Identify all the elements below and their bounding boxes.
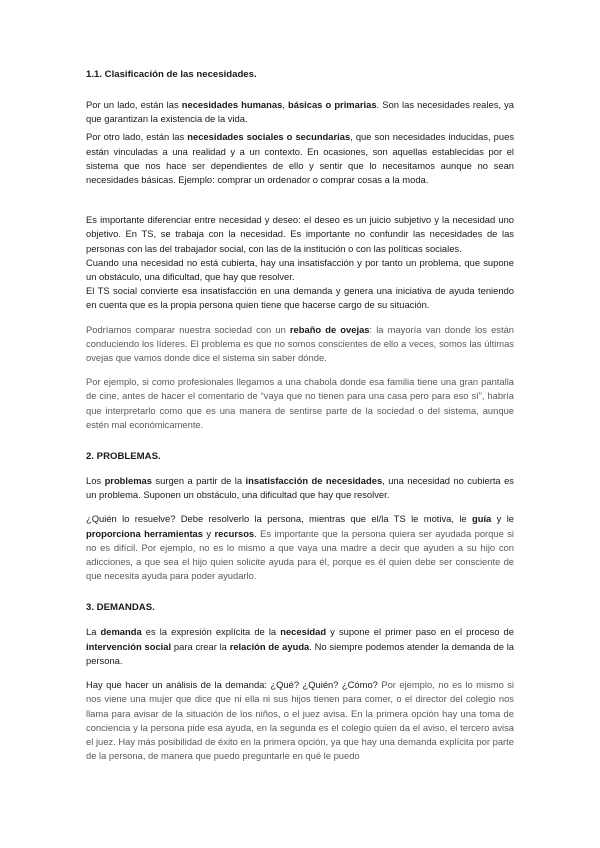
paragraph: Podríamos comparar nuestra sociedad con un rebaño de ovejas: la mayoría van donde los están conduciendo los líderes. El problema es que no somos conscientes de ello a veces, somos las últimas ovejas que vamos donde dice el sistema sin saber dónde.	[86, 323, 514, 364]
section-title-demandas: 3. DEMANDAS.	[86, 602, 155, 614]
paragraph: Por ejemplo, si como profesionales llegamos a una chabola donde esa familia tiene una gran pantalla de cine, antes de hacer el comentario de “vaya que no tienen para una casa pero para eso sí”, habría que interpretarlo como que es una manera de sentirse parte de la sociedad o del sistema, aunque estén mal económicamente.	[86, 376, 514, 430]
section-title-clasificacion: 1.1. Clasificación de las necesidades.	[86, 69, 257, 80]
section-title-problemas: 2. PROBLEMAS.	[86, 451, 161, 463]
paragraph: La demanda es la expresión explícita de la necesidad y supone el primer paso en el proceso de intervención social para crear la relación de ayuda. No siempre podemos atender la demanda de la persona.	[86, 626, 514, 666]
paragraph: Hay que hacer un análisis de la demanda: ¿Qué? ¿Quién? ¿Cómo? Por ejemplo, no es lo mismo si nos viene una mujer que dice que ni ella ni sus hijos tienen para comer, o el director del colegio nos llama para avisar de la situación de los niños, o el juez avisa. En la primera opción hay una toma de conciencia y la persona pide esa ayuda, en la segunda es el colegio quien da el aviso, el tercero avisa el juez. Hay más posibilidad de éxito en la primera opción, ya que hay una demanda explícita por parte de la persona, de manera que puedo preguntarle en qué le puedo	[86, 679, 514, 762]
paragraph: ¿Quién lo resuelve? Debe resolverlo la persona, mientras que el/la TS le motiva, le guía y le proporciona herramientas y recursos. Es importante que la persona quiera ser ayudada porque si no es difícil. Por ejemplo, no es lo mismo a que vaya una madre a decir que ayuden a su hijo con adicciones, a que sea el hijo quien solicite ayuda para él, porque es él quien debe ser consciente de que necesita ayuda para poder ayudarlo.	[86, 513, 514, 582]
paragraph: Por un lado, están las necesidades humanas, básicas o primarias. Son las necesidades reales, ya que garantizan la existencia de la vida.	[86, 99, 514, 125]
paragraph: Los problemas surgen a partir de la insatisfacción de necesidades, una necesidad no cubierta es un problema. Suponen un obstáculo, una dificultad que hay que resolver.	[86, 475, 514, 501]
paragraph: Por otro lado, están las necesidades sociales o secundarias, que son necesidades inducidas, pues están vinculadas a una realidad y a un contexto. En ocasiones, son aquellas establecidas por el sistema que nos hace ser dependientes de ello y sentir que lo necesitamos aunque no sean necesidades básicas. Ejemplo: comprar un ordenador o comprar cosas a la moda.	[86, 131, 515, 186]
paragraph: Cuando una necesidad no está cubierta, hay una insatisfacción y por tanto un problema, que supone un obstáculo, una dificultad, que hay que resolver.	[86, 256, 514, 283]
paragraph: El TS social convierte esa insatisfacción en una demanda y genera una iniciativa de ayuda teniendo en cuenta que es la propia persona quien tiene que hacerse cargo de su situación.	[86, 285, 514, 311]
paragraph: Es importante diferenciar entre necesidad y deseo: el deseo es un juicio subjetivo y la necesidad uno objetivo. En TS, se trabaja con la necesidad. Es importante no confundir las necesidades de las personas con las del trabajador social, con las de la institución o con las políticas sociales.	[86, 214, 514, 254]
